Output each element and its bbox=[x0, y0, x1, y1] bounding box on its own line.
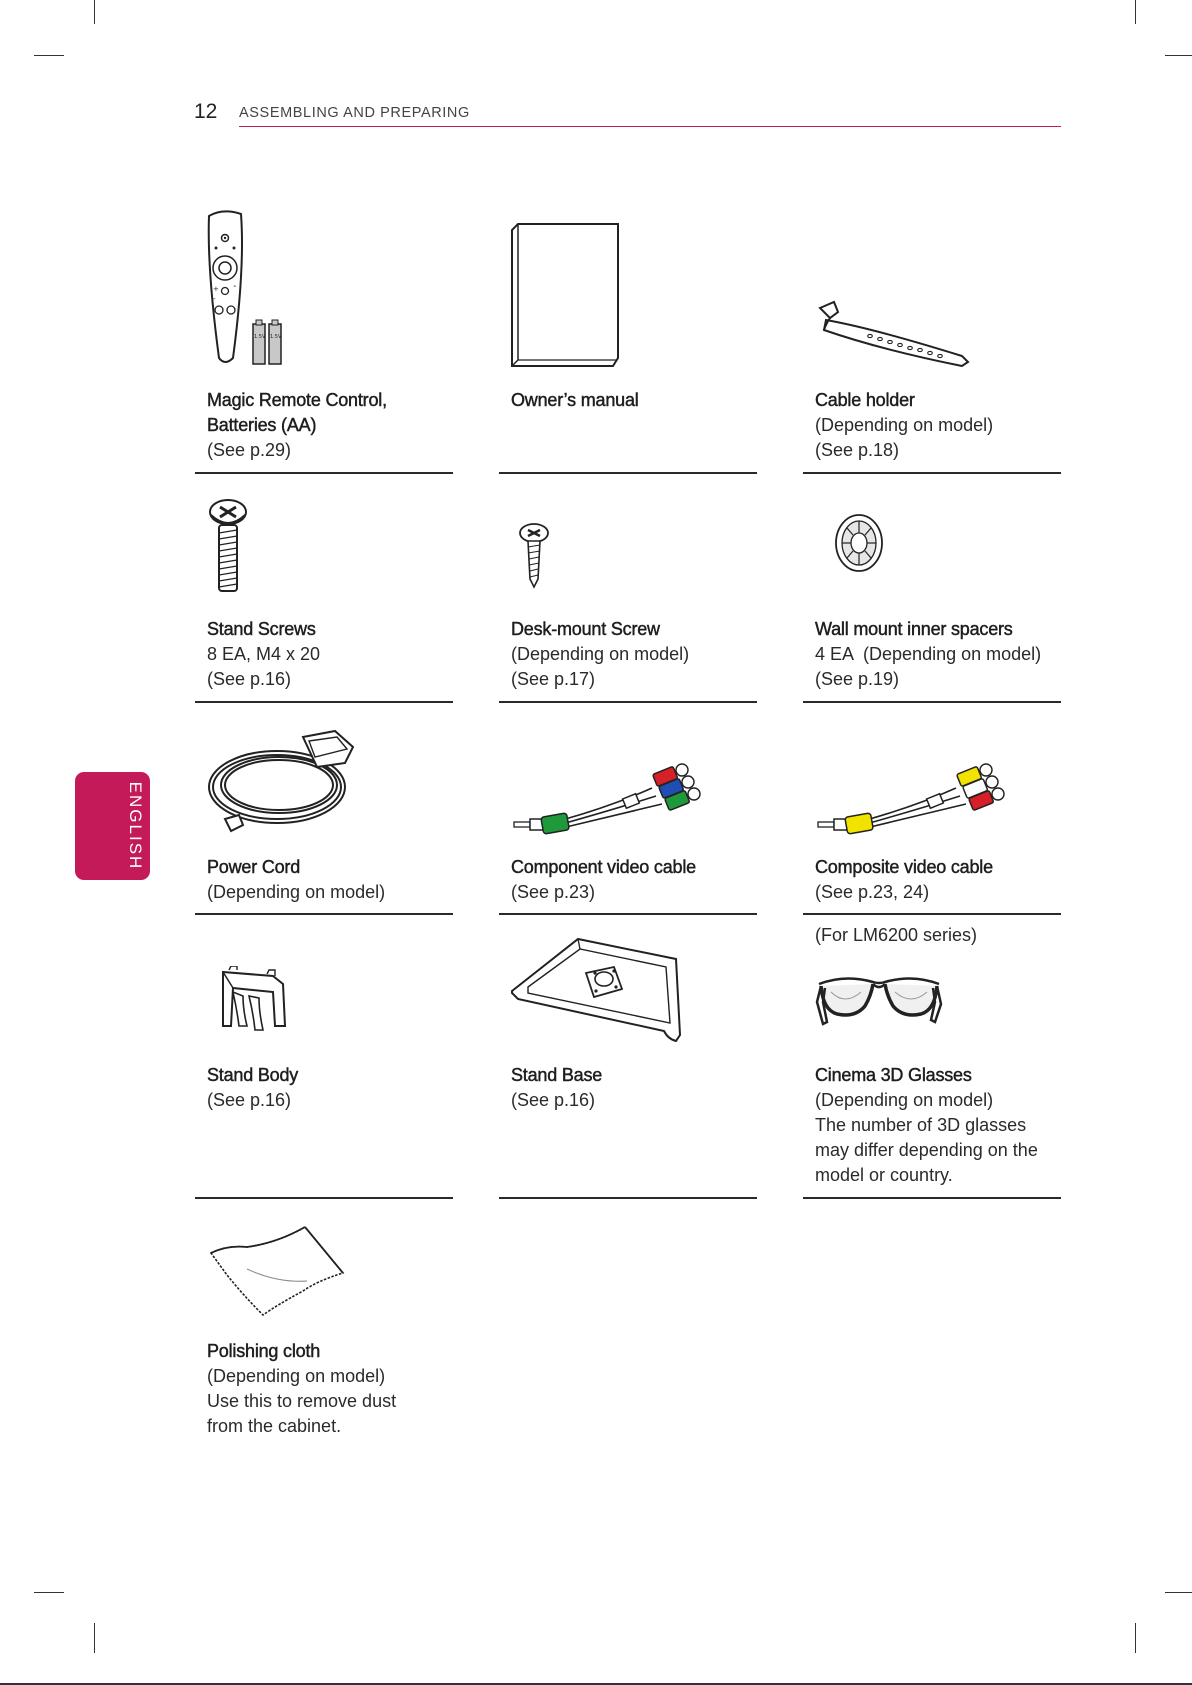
section-title: ASSEMBLING AND PREPARING bbox=[239, 105, 470, 121]
crop-mark bbox=[1165, 55, 1192, 56]
item-name-line2: Batteries (AA) bbox=[207, 415, 317, 435]
item-name: Component video cable bbox=[511, 857, 696, 877]
item-desc: 8 EA, M4 x 20 bbox=[207, 644, 321, 664]
stand-base-icon bbox=[508, 935, 684, 1043]
item-name: Magic Remote Control, bbox=[207, 390, 387, 410]
crop-mark bbox=[1165, 1592, 1192, 1593]
polishing-cloth-icon bbox=[207, 1225, 347, 1320]
crop-mark bbox=[34, 1592, 64, 1593]
crop-mark bbox=[94, 1623, 95, 1653]
power-cord-icon bbox=[205, 727, 365, 835]
item-name: Stand Body bbox=[207, 1065, 299, 1085]
glasses-series-note: (For LM6200 series) bbox=[815, 925, 978, 945]
cable-holder-icon bbox=[812, 298, 977, 370]
svg-text:1.5V: 1.5V bbox=[254, 334, 266, 340]
item-desc: model or country. bbox=[815, 1165, 953, 1185]
header-rule bbox=[239, 126, 1061, 127]
item-desc: Use this to remove dust bbox=[207, 1391, 397, 1411]
item-desc: (Depending on model) bbox=[207, 1366, 386, 1386]
item-desc: (See p.19) bbox=[815, 669, 900, 689]
item-desc: (See p.17) bbox=[511, 669, 596, 689]
item-rule bbox=[195, 472, 453, 474]
item-rule bbox=[195, 913, 453, 915]
item-desc: may differ depending on the bbox=[815, 1140, 1038, 1160]
svg-text:-: - bbox=[213, 295, 216, 303]
language-tab-label: ENGLISH bbox=[126, 781, 145, 871]
3d-glasses-icon bbox=[815, 972, 943, 1032]
item-name: Power Cord bbox=[207, 857, 301, 877]
composite-cable-icon bbox=[816, 758, 1012, 838]
item-name: Cinema 3D Glasses bbox=[815, 1065, 972, 1085]
item-desc: (Depending on model) bbox=[815, 1090, 994, 1110]
crop-mark bbox=[34, 55, 64, 56]
item-rule bbox=[803, 913, 1061, 915]
item-desc: (Depending on model) bbox=[815, 415, 994, 435]
svg-text:˄: ˄ bbox=[233, 285, 237, 293]
item-rule bbox=[499, 913, 757, 915]
stand-body-icon bbox=[217, 966, 292, 1036]
item-name: Polishing cloth bbox=[207, 1341, 321, 1361]
item-rule bbox=[803, 701, 1061, 703]
manual-icon bbox=[508, 220, 623, 370]
item-name: Stand Screws bbox=[207, 619, 316, 639]
item-rule bbox=[499, 701, 757, 703]
svg-text:1.5V: 1.5V bbox=[270, 334, 282, 340]
spacer-icon bbox=[833, 512, 885, 574]
item-desc: (Depending on model) bbox=[511, 644, 690, 664]
crop-mark bbox=[1135, 1623, 1136, 1653]
crop-mark bbox=[94, 0, 95, 24]
item-desc: (See p.16) bbox=[207, 1090, 292, 1110]
stand-screw-icon bbox=[205, 497, 251, 597]
magic-remote-icon bbox=[203, 208, 293, 368]
item-desc: (See p.23, 24) bbox=[815, 882, 930, 902]
item-desc: (See p.23) bbox=[511, 882, 596, 902]
item-rule bbox=[499, 472, 757, 474]
page-number: 12 bbox=[194, 100, 218, 123]
component-cable-icon bbox=[512, 758, 708, 838]
item-desc: (See p.29) bbox=[207, 440, 292, 460]
item-desc: (See p.16) bbox=[207, 669, 292, 689]
item-rule bbox=[195, 701, 453, 703]
crop-mark bbox=[1135, 0, 1136, 24]
item-name: Stand Base bbox=[511, 1065, 603, 1085]
item-name: Wall mount inner spacers bbox=[815, 619, 1013, 639]
item-name: Cable holder bbox=[815, 390, 915, 410]
item-rule bbox=[499, 1197, 757, 1199]
item-desc: (See p.16) bbox=[511, 1090, 596, 1110]
item-rule bbox=[803, 472, 1061, 474]
item-name: Owner’s manual bbox=[511, 390, 639, 410]
item-rule bbox=[195, 1197, 453, 1199]
item-rule bbox=[803, 1197, 1061, 1199]
item-desc: The number of 3D glasses bbox=[815, 1115, 1027, 1135]
svg-text:+: + bbox=[213, 285, 219, 293]
item-desc: (Depending on model) bbox=[207, 882, 386, 902]
item-name: Desk-mount Screw bbox=[511, 619, 660, 639]
item-desc: (See p.18) bbox=[815, 440, 900, 460]
item-desc: 4 EA (Depending on model) bbox=[815, 644, 1042, 664]
desk-mount-screw-icon bbox=[516, 521, 552, 591]
item-name: Composite video cable bbox=[815, 857, 993, 877]
item-desc: from the cabinet. bbox=[207, 1416, 342, 1436]
